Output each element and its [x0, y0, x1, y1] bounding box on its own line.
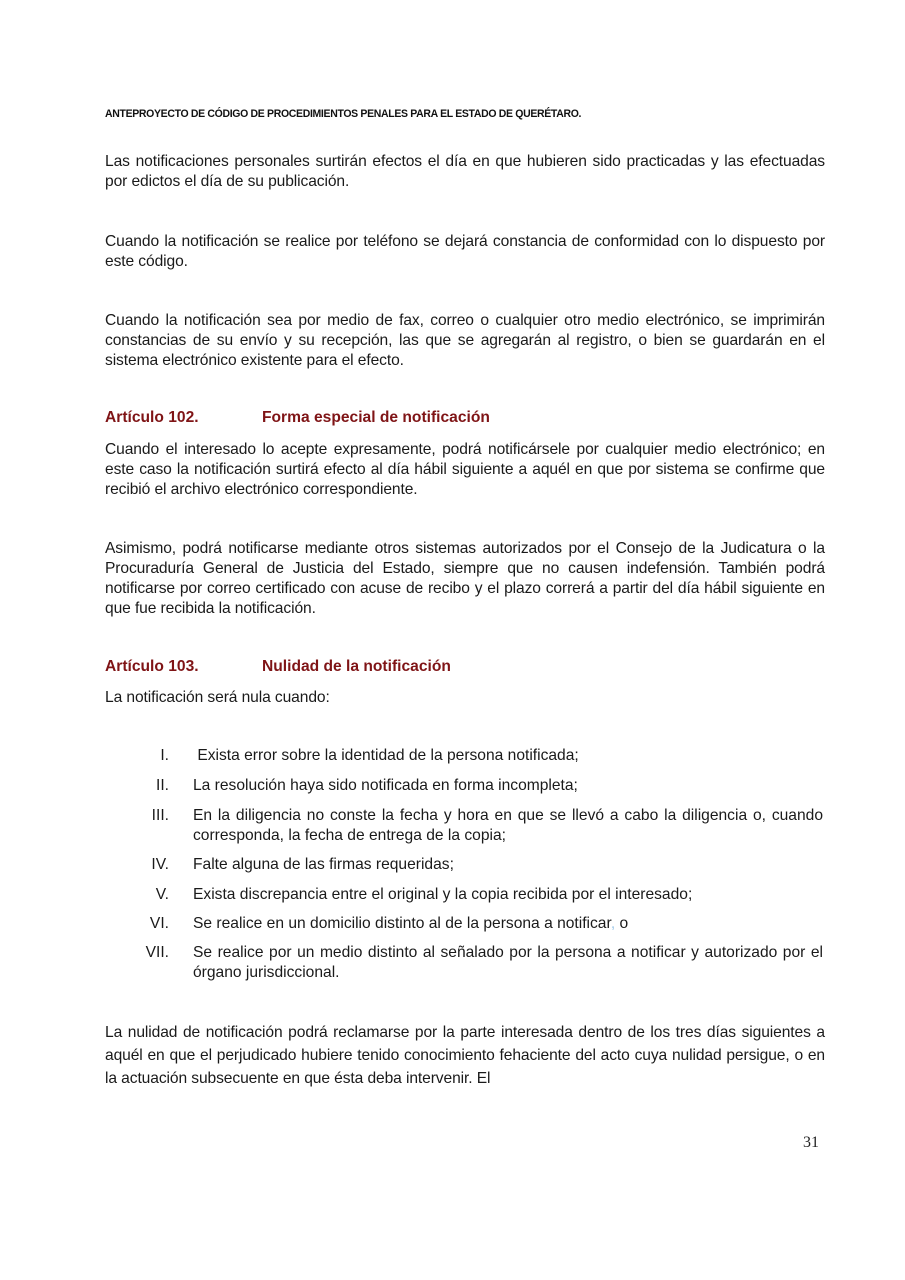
article-102-title: Forma especial de notificación [262, 409, 490, 426]
list-item-numeral: V. [155, 886, 169, 903]
paragraph-article-102-other-systems: Asimismo, podrá notificarse mediante otros sistemas autorizados por el Consejo de la Judicatura o la Procuraduría General de Justicia del Estado, siempre que no causen indefensión. También podrá notificarse por correo certificado con acuse de recibo y el plazo correrá a partir del día hábil siguiente en que fue recibida la notificación. [105, 540, 825, 617]
article-103-title: Nulidad de la notificación [262, 658, 451, 675]
list-item-text-tail: o [615, 915, 629, 932]
paragraph-article-103-intro: La notificación será nula cuando: [105, 689, 330, 706]
paragraph-nullity-claim: La nulidad de notificación podrá reclamarse por la parte interesada dentro de los tres días siguientes a aquél en que el perjudicado hubiere tenido conocimiento fehaciente del acto cuya nulidad persigue, o en la actuación subsecuente en que ésta deba intervenir. El [105, 1024, 825, 1087]
list-item-text: Exista discrepancia entre el original y la copia recibida por el interesado; [193, 886, 693, 903]
paragraph-electronic-notification: Cuando la notificación sea por medio de fax, correo o cualquier otro medio electrónico, se imprimirán constancias de su envío y su recepción, las que se agregarán al registro, o bien se guardarán en el sistema electrónico existente para el efecto. [105, 312, 825, 369]
document-header: ANTEPROYECTO DE CÓDIGO DE PROCEDIMIENTOS PENALES PARA EL ESTADO DE QUERÉTARO. [105, 108, 582, 120]
list-item-text: La resolución haya sido notificada en forma incompleta; [193, 777, 578, 794]
list-item-numeral: VI. [149, 915, 169, 932]
list-item-text: En la diligencia no conste la fecha y hora en que se llevó a cabo la diligencia o, cuando corresponda, la fecha de entrega de la copia; [193, 807, 823, 844]
list-item-text-main: Se realice en un domicilio distinto al de la persona a notificar [193, 915, 611, 932]
list-item-text [193, 914, 823, 934]
list-item-numeral: IV. [151, 856, 169, 873]
list-item-text: Falte alguna de las firmas requeridas; [193, 856, 454, 873]
paragraph-phone-notification: Cuando la notificación se realice por teléfono se dejará constancia de conformidad con lo dispuesto por este código. [105, 233, 825, 270]
paragraph-article-102-electronic: Cuando el interesado lo acepte expresamente, podrá notificársele por cualquier medio electrónico; en este caso la notificación surtirá efecto al día hábil siguiente a aquél en que por sistema se confirme que recibió el archivo electrónico correspondiente. [105, 441, 825, 498]
article-102-heading [105, 409, 490, 427]
article-103-number: Artículo 103. [105, 658, 199, 675]
list-item-text: Se realice por un medio distinto al señalado por la persona a notificar y autorizado por el órgano jurisdiccional. [193, 944, 823, 981]
tracked-change-comma: , [610, 915, 616, 932]
paragraph-personal-notifications: Las notificaciones personales surtirán efectos el día en que hubieren sido practicadas y las efectuadas por edictos el día de su publicación. [105, 153, 825, 190]
list-item-numeral: I. [160, 747, 169, 764]
page-number: 31 [803, 1134, 819, 1151]
list-item-numeral: III. [151, 807, 169, 824]
article-102-number: Artículo 102. [105, 409, 199, 426]
list-item-numeral: VII. [145, 944, 169, 961]
article-103-heading [105, 658, 451, 676]
list-item-text: Exista error sobre la identidad de la persona notificada; [193, 747, 579, 764]
list-item-numeral: II. [156, 777, 169, 794]
